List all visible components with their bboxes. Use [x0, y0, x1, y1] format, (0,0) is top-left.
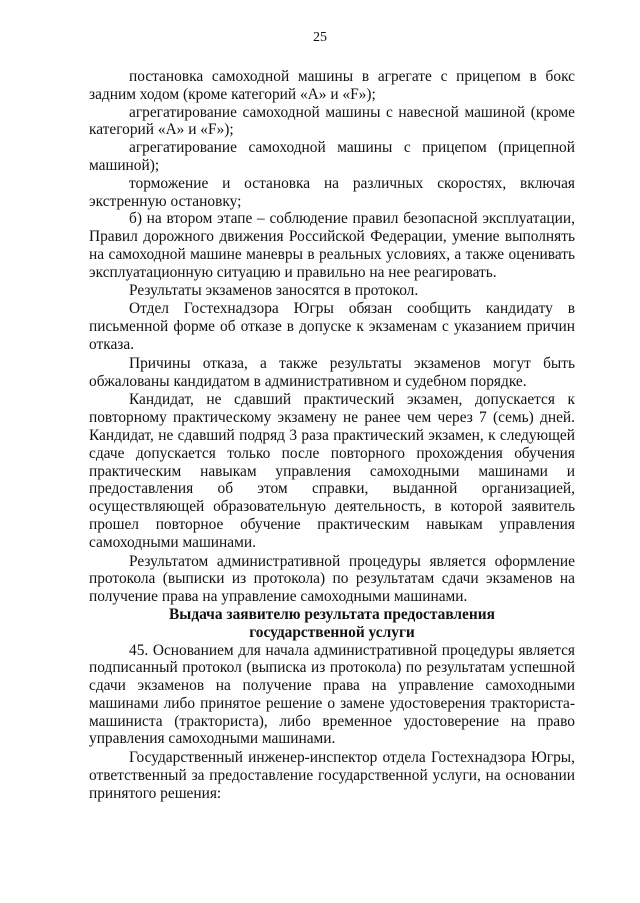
paragraph-braking: торможение и остановка на различных скоростях, включая экстренную остановку;: [89, 174, 575, 210]
paragraph-procedure-result: Результатом административной процедуры является оформление протокола (выписки из протокола) по результатам сдачи экзаменов на получение права на управление самоходными машинами.: [89, 552, 575, 606]
paragraph-boxing-reverse: постановка самоходной машины в агрегате с прицепом в бокс задним ходом (кроме категорий «А» и «F»);: [89, 68, 575, 103]
paragraph-item-45: 45. Основанием для начала административной процедуры является подписанный протокол (выписка из протокола) по результатам успешной сдачи экзаменов на получение права на управление самоходными машинами либо принятое решение о замене удостоверения тракториста-машиниста (тракториста), либо временное удостоверение на право управления самоходными машинами.: [89, 641, 575, 748]
paragraph-refusal-notice: Отдел Гостехнадзора Югры обязан сообщить кандидату в письменной форме об отказе в допуске к экзаменам с указанием причин отказа.: [89, 300, 575, 353]
paragraph-inspector: Государственный инженер-инспектор отдела Гостехнадзора Югры, ответственный за предоставление государственной услуги, на основании принятого решения:: [89, 749, 575, 802]
document-body: [89, 68, 575, 803]
section-heading: [89, 606, 575, 642]
section-heading-line-2: государственной услуги: [249, 623, 415, 641]
section-heading-line-1: Выдача заявителю результата предоставления: [169, 605, 495, 623]
paragraph-retake-rules: Кандидат, не сдавший практический экзамен, допускается к повторному практическому экзамену не ранее чем через 7 (семь) дней. Кандидат, не сдавший подряд 3 раза практический экзамен, к следующей сдаче допускается только после повторного прохождения обучения практическим навыкам управления самоходными машинами и предоставления об этом справки, выданной организацией, осуществляющей образовательную деятельность, в которой заявитель прошел повторное обучение практическим навыкам управления самоходными машинами.: [89, 391, 575, 551]
paragraph-second-stage: б) на втором этапе – соблюдение правил безопасной эксплуатации, Правил дорожного движения Российской Федерации, умение выполнять на самоходной машине маневры в реальных условиях, а также оценивать эксплуатационную ситуацию и правильно на нее реагировать.: [89, 210, 575, 281]
page-number: 25: [313, 30, 327, 45]
paragraph-results-protocol: Результаты экзаменов заносятся в протокол.: [129, 281, 419, 299]
paragraph-trailer-coupling: агрегатирование самоходной машины с прицепом (прицепной машиной);: [89, 139, 575, 174]
paragraph-appeal: Причины отказа, а также результаты экзаменов могут быть обжалованы кандидатом в административном и судебном порядке.: [89, 354, 575, 390]
paragraph-mounted-machine: агрегатирование самоходной машины с навесной машиной (кроме категорий «А» и «F»);: [89, 103, 575, 139]
